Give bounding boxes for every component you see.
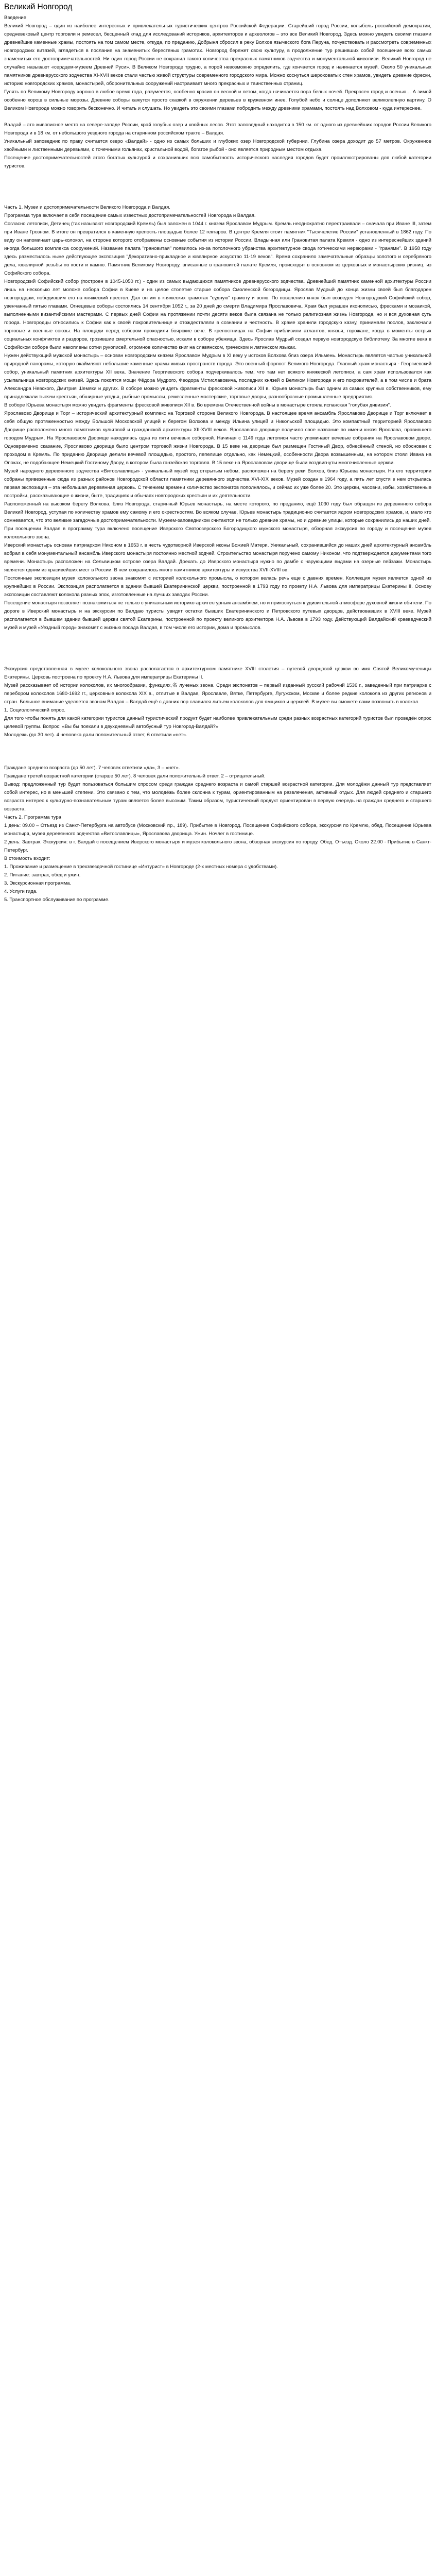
paragraph: 3. Экскурсионная программа. (4, 880, 72, 886)
paragraph: Уникальный заповедник по праву считается озеро «Валдай» - одно из самых больших и глубоких озер Новгородской губернии. Глубина озера доходит до 57 метров. Окруженное хвойными и лиственными деревьями, с точечными гольянах, кристальной водой, богатое рыбой - оно является природным местом отдыха. (4, 139, 431, 152)
paragraph: Нужен действующий мужской монастырь – основан новгородским князем Ярославом Мудрым в XI веку у истоков Волхова близ озера Ильмень. Монастырь является частью уникальной природной панорамы, которую окаймляют небольшие каменные храмы живых пространств города. Это военный форпост Великого Новгорода. Главный храм монастыря - Георгиевский собор, уникальный памятник архитектуры XII века. Значение Георгиевского собора подчеркивалось тем, что там нет всякого княжеской летописи, а сам храм использовался как усыпальница новгородских князей. Здесь покоятся мощи Фёдора Мудрого, Феодора Мстиславовича, последних князей о Великом Новгороде и его покровителей, а в том числе и брата Александра Невского, Дмитрия Шемяки и других. В соборе можно увидеть фрагменты фресковой живописи XII в. Юрьев монастырь был одним из самых крупных собственников, ему принадлежали тысячи крестьян, обширные угодья, рыбные промыслы, ремесленные мастерские, торговые дворы, разнообразные промышленные предприятия. (4, 353, 431, 400)
paragraph: Экскурсия представленная в музее колокольного звона располагается в архитектурном памятнике XVIII столетия – путевой дворцовой церкви во имя Святой Великомученицы Екатерины. Церковь построена по проекту Н.А. Львова для императрицы Екатерины II. (4, 666, 431, 680)
paragraph: 1. Проживание и размещение в трехзвездочной гостинице «Интурист» в Новгороде (2-х местных номера с удобствами). (4, 864, 278, 870)
paragraph: В стоимость входит: (4, 856, 50, 861)
paragraph: 2. Питание: завтрак, обед и ужин. (4, 872, 81, 878)
paragraph: Введение (4, 15, 27, 21)
paragraph: В соборе Юрьева монастыря можно увидеть фрагменты фресковой живописи XII в. Во времена Отечественной войны в монастыре стояла испанская "голубая дивизия". (4, 402, 391, 408)
page-title: Великий Новгород (4, 3, 73, 11)
paragraph: 5. Транспортное обслуживание по программе. (4, 897, 110, 903)
paragraph: 4. Услуги гида. (4, 889, 38, 894)
paragraph: Часть 2. Программа тура (4, 815, 61, 820)
paragraph: Посещение монастыря позволяет познакомиться не только с уникальным историко-архитектурным ансамблем, но и прикоснуться к удивительной атмосфере духовной жизни обители. По дороге в Иверский монастырь и на экскурсии по Валдаю туристы увидят остатки бывших Екатерининского и Петровского путевых дворцов, действовавших в XVIII веке. Музей располагается в бывшем здании бывшей церкви святой Екатерины, построенной по проекту великого архитектора Н.А. Львова в 1793 году. Действующий Валдайский краеведческий музей и музей «Уездный город» знакомят с жизнью посада Валдая, в том числе его истории, дома и промыслов. (4, 600, 431, 631)
paragraph: Для того чтобы понять для какой категории туристов данный туристический продукт будет наиболее привлекательным среди разных возрастных категорий туристов был проведён опрос целевой группы. Вопрос: «Вы бы поехали в двухдневный автобусный тур Новгород-Валдай?» (4, 716, 431, 730)
paragraph: Граждане среднего возраста (до 50 лет). 7 человек ответили «да», 3 – «нет». (4, 765, 180, 771)
paragraph: Валдай – это живописное место на севере-западе России, край голубых озер и хвойных лесов. Этот заповедный находится в 150 км. от одного из древнейших городов России Великого Новгорода и в 18 км. от небольшого уездного города на старинном российском тракте – Валдая. (4, 122, 431, 136)
paragraph: Ярославово Дворище и Торг – исторический архитектурный комплекс на Торговой стороне Великого Новгорода. В настоящее время ансамбль Ярославово Дворище и Торг включает в себя общую протяженностью между Большой Московской улицей и берегом Волхова и между Ильина улицей и Никольской площадью. Это компактный территорией Ярославово Дворище расположено много памятников культовой и гражданской архитектуры XII-XVIII веков. Ярославово дворище получило свое название по имени князя Ярослава, правившего городом Мудрым. На Ярославовом Дворище находилась одна из пяти вечевых соборной. Начиная с 1149 года летописи часто упоминают вечевые собрания на Ярославовом дворе. Одновременно сказание, Ярославово дворище было центром торговой жизни Новгорода. В 15 веке на дворище был размещен Гостиный Двор, обнесённый стеной, но обоснован с проходом в Кремль. По приданию Дворище делили вечевой площадью, простого, пепелище отдельно, как Немецкий, особенности Двора возвышенным, на котором стоял Ивана на Опоках, не подобающее Немецкий Гостиному Двору, в котором была ганзейская торговля. В 15 веке на Ярославовом дворище были воздвигнуты многочисленные церкви. (4, 411, 431, 466)
paragraph: Посещение достопримечательностей этого богатых культурой и сохранивших всю самобытность исторического наследия городов будет проиллюстрированы для любой категории туристов. (4, 155, 431, 169)
paragraph: Согласно летописи, Детинец (так называют новгородский Кремль) был заложен в 1044 г. князем Ярославом Мудрым. Кремль неоднократно перестраивали – сначала при Иване III, затем при Иване Грозном. В итоге он превратился в каменную крепость площадью более 12 гектаров. В центре Кремля стоит памятник "Тысячелетие России" установленный в 1862 году. По виду он напоминает царь-колокол, на стороне которого отображены основные события из истории России. Владычная или Грановитая палата Кремля - одно из интереснейших зданий иногда большого комплекса сооружений. Название палата "грановитая" появилось из-за потолочного убранства архитектурное свода готическими нервюрами - "гранями". В 1958 году здесь разместилось ныне действующее экспозиция "Декоративно-прикладное и ювелирное искусство 11-19 веков". Время сохранило замечательные образцы золотого и серебряного дела, ювелирной резьбы по кости и камню. Памятник Великому Новгороду, вписанные в грановитой палате Кремля, происходят в основном из церковных и монастырских ризниц, из Софийского собора. (4, 221, 431, 276)
paragraph: Граждане третей возрастной категории (старше 50 лет). 8 человек дали положительный ответ, 2 – отрицательный. (4, 773, 266, 779)
document-body (4, 14, 431, 904)
paragraph: При посещении Валдая в программу тура включено посещение Иверского Святоозерского Богородицкого мужского монастыря, обзорная экскурсия по городу и посещение музея колокольного звона. (4, 526, 431, 540)
paragraph: Музей рассказывает об истории колоколов, их многообразии, функциях,名 лученых звона. Среди экспонатов – первый изданный русский рабочий 1536 г., заведенный при патриархе с перебором колоколов 1680-1692 гг., церковные колокола XIX в., отлитые в Валдае, Ярославле, Вятке, Петербурге, Лугужском, Москве и более редкие колокола из других регионов и стран. Большое внимание уделяется звонам Валдая – Валдай ещё с давних пор славился литьем колоколов для ямщиков и церквей. В музее вы сможете сами позвонить в колокол. (4, 683, 431, 705)
paragraph: Гулять по Великому Новгороду хорошо в любое время года, разумеется, особенно красив он весной и летом, когда начинается пора белых ночей. Прекрасен город и осенью… А зимой особенно хорош в сильные морозы. Древние соборы кажутся просто сказкой в окружении деревьев в кружевном инее. Голубой небо и солнце дополняют великолепную картину. О Великом Новгороде можно говорить бесконечно. И читать и слушать. Но увидеть это своими глазами побродить между древними храмами, постоять над Волховом - куда интереснее. (4, 89, 431, 111)
paragraph: Часть 1. Музеи и достопримечательности Великого Новгорода и Валдая. (4, 205, 170, 210)
document (4, 2, 431, 904)
paragraph: Великий Новгород – один из наиболее интересных и привлекательных туристических центров Российской Федерации. Старейший город России, колыбель российской демократии, средневековый центр торговли и ремесел, бесценный клад для исследований историков, архитекторов и археологов – это все Великий Новгород. Здесь можно увидеть своими глазами древнейшие каменные храмы, постоять на том самом месте, откуда, по преданию, Добрыня сбросил в реку Волхов языческого бога Перуна, почувствовать и рассмотреть современных новгородских витязей, вглядеться в послание на знаменитых берестяных грамотах. Новгород бережет свою культуру, в продолжение тур решивших собой посещение всех самых знаменитых его достопримечательностей. Ни один город России не сохранил такого количества прекрасных памятников зодчества и монументальной живописи. Великий Новгород не случайно называют «сердцем-музеем Древней Руси». В Великом Новгороде трудно, а порой невозможно определить, где кончается город и начинается музей. Около 50 уникальных памятников древнерусского зодчества XI-XVII веков стали частью живой структуры современного городского мира. Можно коснуться шероховатых стен храмов, увидеть древние фрески, историю новгородских храмов, монастырей, оборонительных сооружений настраивает много прекрасных и таинственных страниц. (4, 23, 431, 87)
paragraph: 1 день: 09.00 – Отъезд из Санкт-Петербурга на автобусе (Московский пр., 189). Прибытие в Новгород. Посещение Софийского собора, экскурсия по Кремлю, обед. Посещение Юрьева монастыря, музея деревянного зодчества «Витославлицы», Ярославова дворища. Ужин. Ночлег в гостинице. (4, 823, 431, 837)
paragraph: Новгородский Софийский собор (построен в 1045-1050 гг.) - один из самых выдающихся памятников древнерусского зодчества. Древнейший памятник каменной архитектуры России лишь на несколько лет моложе собора Софии в Киеве и на целое столетие старше собора Смоленской богородицы. Ярослав Мудрый до конца жизни своей был благодарен новгородцам, победившим его на княжеский престол. Дал он им в княжеских грамотах "судную" грамоту и волю. По повелению князя был возведен Новгородский Софийский собор, увенчанный пятью главами. Огнецевые соборы состоялись 14 сентября 1052 г., за 20 дней до смерти Владимира Ярославовича. Храм был украшен иконописью, фресками и мозаикой, выполненными византийскими мастерами. С первых дней Софии на протяжении почти десяти веков была связана не только религиозная жизнь Новгорода, но и вся духовная суть города. Новгородцы относились к Софии как к своей покровительнице и отождествляли в сознании и честность. В храме хранили городскую казну, принимали послов, заключали торговые и военные союзы. На площади перед собором проходили боярские вече. В крепостницах на Софии приблизили атлантов, князья, горожане, когда в моменты острых социальных конфликтов и раздоров, грозившие смертельной опасностью, искали в соборе убежища. Здесь Ярослав Мудрый создал первую новгородскую библиотеку. За многие века в Софийском соборе были накоплены сотни рукописей, огромное количество книг на славянском, греческом и латинском языках. (4, 279, 431, 350)
paragraph: 1. Социологический опрос. (4, 707, 66, 713)
paragraph: Вывод: предложенный тур будет пользоваться большим спросом среди граждан среднего возраста и самой старшей возрастной категории. Для молодёжи данный тур представляет собой интерес, но в меньшей степени. Это связано с тем, что молодёжь более склонна к турам, ориентированным на развлечения, активный отдых. Для людей среднего и старшего возраста интерес к культурно-познавательным турам является более высоким. Таким образом, туристический продукт ориентирован в первую очередь на граждан среднего и старшего возраста. (4, 782, 431, 812)
paragraph: 2 день: Завтрак. Экскурсия: в г. Валдай с посещением Иверского монастыря и музея колокольного звона, обзорная экскурсия по городу. Обед. Отъезд. Около 22.00 - Прибытие в Санкт-Петербург. (4, 839, 431, 853)
paragraph: Программа тура включает в себя посещение самых известных достопримечательностей Новгорода и Валдая. (4, 213, 256, 218)
paragraph: Постоянные экспозиции музея колокольного звона знакомят с историей колокольного промысла, о котором велась речь еще с давних времен. Коллекция музея является одной из крупнейших в России. Экспозиция располагается в здании бывшей Екатерининской церкви, построенной в 1793 году по проекту Н.А. Львова для императрицы Екатерины II. Основу экспозиции составляют колокола разных эпох, изготовленные на лучших заводах России. (4, 575, 431, 598)
paragraph: Иверский монастырь основан патриархом Никоном в 1653 г. в честь чудотворной Иверской иконы Божией Матери. Уникальный, сохранившийся до наших дней архитектурный ансамбль вобрал в себя монументальный ансамбль Иверского монастыря постоянно местной зодчей. Строительство монастыря поручено самому Никоном, что подтверждается документами того времени. Монастырь расположен на Сельвицком острове озера Валдай. Доехать до Иверского монастыря нужно по дамбе с чарующими видами на озерные пейзажи. Монастырь является одним из красивейших мест в России. В нем сохранилось много памятников архитектуры и искусства XVII-XVIII вв. (4, 543, 431, 573)
paragraph: Расположенный на высоком берегу Волхова, близ Новгорода, старинный Юрьев монастырь, на месте которого, по преданию, ещё 1030 году был обращен из деревянного собора Великий Новгород, уступая по количеству храмов ему самому и его окрестностям. Во всяком случае, Юрьев монастырь традиционно считается ядром новгородских храмов, и, мало кто сомневается, что это великие загадочные достопримечательности. Музеем-заповедником считаются не только древние храмы, но и древние улицы, которые сохранились до наших дней. (4, 501, 431, 523)
paragraph: Музей народного деревянного зодчества «Витославлицы» - уникальный музей под открытым небом, расположен на берегу реки Волхов, близ Юрьева монастыря. На его территории собраны привезенные сюда из разных районов Новгородской области памятники деревянного зодчества XVI-XIX веков. Музей создан в 1964 году, а пять лет спустя в нем открылась первая экспозиция – эта небольшая деревянная церковь. С течением времени количество экспонатов пополнялось, и сейчас их уже более 20. Это церкви, часовни, избы, хозяйственные постройки, рассказывающие о жизни, быте, традициях и обычаях новгородских крестьян и их деятельности. (4, 468, 431, 499)
paragraph: Молодежь (до 30 лет). 4 человека дали положительный ответ, 6 ответили «нет». (4, 732, 187, 738)
